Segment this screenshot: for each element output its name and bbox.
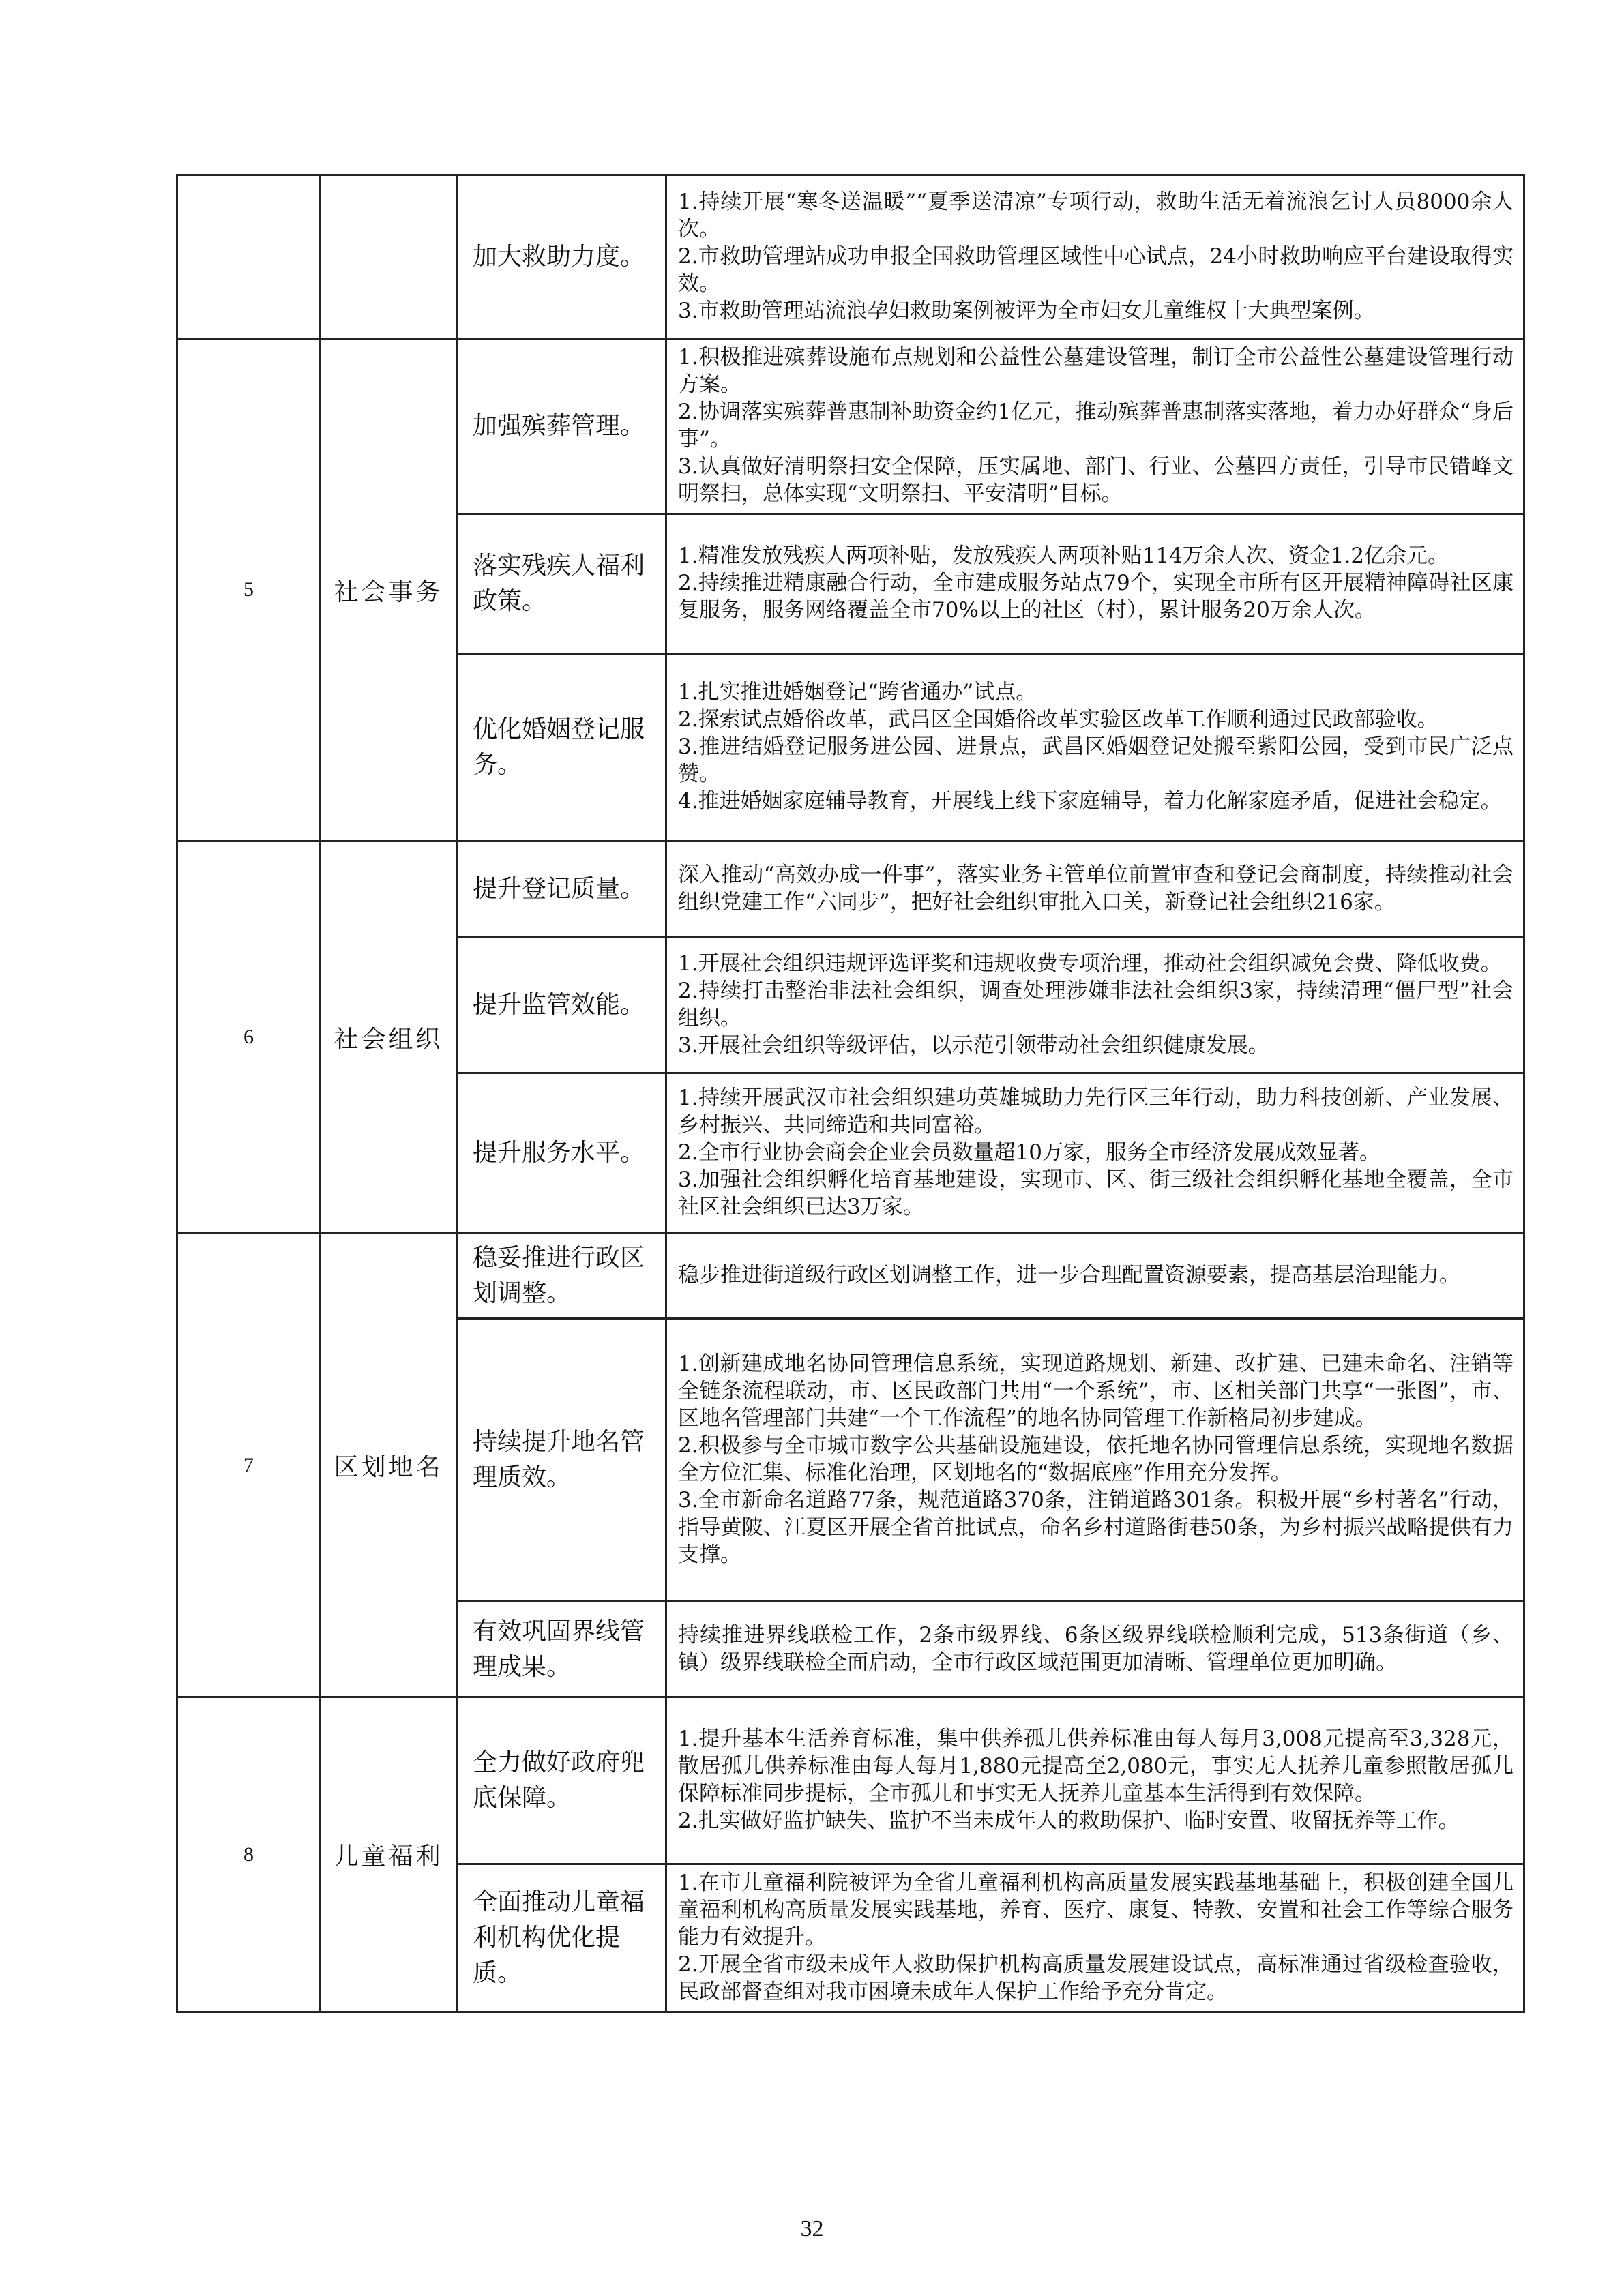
table-row <box>177 841 1524 937</box>
task-cell: 提升监管效能。 <box>457 937 666 1073</box>
measure-item: 3.全市新命名道路77条，规范道路370条，注销道路301条。积极开展“乡村著名”行动，指导黄陂、江夏区开展全省首批试点，命名乡村道路街巷50条，为乡村振兴战略提供有力支撑。 <box>678 1488 1514 1567</box>
measure-item: 2.持续推进精康融合行动，全市建成服务站点79个，实现全市所有区开展精神障碍社区康复服务，服务网络覆盖全市70%以上的社区（村），累计服务20万余人次。 <box>678 571 1514 623</box>
measure-item: 2.市救助管理站成功申报全国救助管理区域性中心试点，24小时救助响应平台建设取得实效。 <box>678 243 1514 296</box>
row-number-cell: 8 <box>177 1697 321 2012</box>
measure-item: 1.提升基本生活养育标准，集中供养孤儿供养标准由每人每月3,008元提高至3,328元，散居孤儿供养标准由每人每月1,880元提高至2,080元，事实无人抚养儿童参照散居孤儿保障标准同步提标，全市孤儿和事实无人抚养儿童基本生活得到有效保障。 <box>678 1727 1514 1806</box>
measures-cell <box>666 654 1524 841</box>
table-body <box>177 175 1524 2012</box>
task-cell: 持续提升地名管理质效。 <box>457 1319 666 1602</box>
table-row <box>177 175 1524 339</box>
measure-item: 2.开展全省市级未成年人救助保护机构高质量发展建设试点，高标准通过省级检查验收，民政部督查组对我市困境未成年人保护工作给予充分肯定。 <box>678 1952 1514 2004</box>
row-number-cell: 5 <box>177 339 321 841</box>
measures-cell <box>666 1602 1524 1697</box>
measures-cell <box>666 1697 1524 1864</box>
table-row <box>177 1697 1524 1864</box>
task-cell: 加大救助力度。 <box>457 175 666 339</box>
measure-item: 1.持续开展武汉市社会组织建功英雄城助力先行区三年行动，助力科技创新、产业发展、乡村振兴、共同缔造和共同富裕。 <box>678 1086 1514 1137</box>
measure-item: 1.开展社会组织违规评选评奖和违规收费专项治理，推动社会组织减免会费、降低收费。 <box>678 951 1502 976</box>
table-row <box>177 339 1524 514</box>
task-cell: 全面推动儿童福利机构优化提质。 <box>457 1864 666 2012</box>
measure-item: 稳步推进街道级行政区划调整工作，进一步合理配置资源要素，提高基层治理能力。 <box>678 1263 1460 1287</box>
measure-item: 2.全市行业协会商会企业会员数量超10万家，服务全市经济发展成效显著。 <box>678 1140 1381 1165</box>
measure-item: 3.推进结婚登记服务进公园、进景点，武昌区婚姻登记处搬至紫阳公园，受到市民广泛点赞。 <box>678 734 1514 786</box>
row-number-cell <box>177 175 321 339</box>
category-cell <box>321 175 457 339</box>
measure-item: 持续推进界线联检工作，2条市级界线、6条区级界线联检顺利完成，513条街道（乡、镇）级界线联检全面启动，全市行政区域范围更加清晰、管理单位更加明确。 <box>678 1622 1514 1675</box>
task-cell: 提升服务水平。 <box>457 1073 666 1234</box>
task-cell: 优化婚姻登记服务。 <box>457 654 666 841</box>
measures-cell <box>666 1073 1524 1234</box>
measures-cell <box>666 1319 1524 1602</box>
category-cell: 社会事务 <box>321 339 457 841</box>
measures-cell <box>666 841 1524 937</box>
task-cell: 提升登记质量。 <box>457 841 666 937</box>
measure-item: 1.积极推进殡葬设施布点规划和公益性公墓建设管理，制订全市公益性公墓建设管理行动方案。 <box>678 345 1514 397</box>
measure-item: 3.加强社会组织孵化培育基地建设，实现市、区、街三级社会组织孵化基地全覆盖，全市社区社会组织已达3万家。 <box>678 1167 1514 1219</box>
row-number-cell: 6 <box>177 841 321 1234</box>
task-cell: 加强殡葬管理。 <box>457 339 666 514</box>
measure-item: 3.认真做好清明祭扫安全保障，压实属地、部门、行业、公墓四方责任，引导市民错峰文明祭扫，总体实现“文明祭扫、平安清明”目标。 <box>678 454 1514 506</box>
table-row <box>177 1234 1524 1319</box>
task-cell: 稳妥推进行政区划调整。 <box>457 1234 666 1319</box>
measures-cell <box>666 937 1524 1073</box>
measures-cell <box>666 514 1524 654</box>
row-number-cell: 7 <box>177 1234 321 1697</box>
measure-item: 3.开展社会组织等级评估，以示范引领带动社会组织健康发展。 <box>678 1032 1269 1058</box>
measures-cell <box>666 1864 1524 2012</box>
task-cell: 有效巩固界线管理成果。 <box>457 1602 666 1697</box>
category-cell: 儿童福利 <box>321 1697 457 2012</box>
measure-item: 1.在市儿童福利院被评为全省儿童福利机构高质量发展实践基地基础上，积极创建全国儿童福利机构高质量发展实践基地，养育、医疗、康复、特教、安置和社会工作等综合服务能力有效提升。 <box>678 1870 1514 1950</box>
measures-cell <box>666 175 1524 339</box>
measures-cell <box>666 1234 1524 1319</box>
page-number: 32 <box>800 2216 824 2241</box>
measure-item: 1.持续开展“寒冬送温暖”“夏季送清凉”专项行动，救助生活无着流浪乞讨人员8000余人次。 <box>678 189 1514 241</box>
measures-cell <box>666 339 1524 514</box>
measure-item: 1.精准发放残疾人两项补贴，发放残疾人两项补贴114万余人次、资金1.2亿余元。 <box>678 543 1449 568</box>
measure-item: 1.扎实推进婚姻登记“跨省通办”试点。 <box>678 680 1037 704</box>
measure-item: 2.扎实做好监护缺失、监护不当未成年人的救助保护、临时安置、收留抚养等工作。 <box>678 1808 1460 1833</box>
measure-item: 3.市救助管理站流浪孕妇救助案例被评为全市妇女儿童维权十大典型案例。 <box>678 298 1375 323</box>
measure-item: 2.积极参与全市城市数字公共基础设施建设，依托地名协同管理信息系统，实现地名数据全方位汇集、标准化治理，区划地名的“数据底座”作用充分发挥。 <box>678 1433 1514 1485</box>
measure-item: 2.协调落实殡葬普惠制补助资金约1亿元，推动殡葬普惠制落实落地，着力办好群众“身后事”。 <box>678 400 1514 451</box>
measure-item: 深入推动“高效办成一件事”，落实业务主管单位前置审查和登记会商制度，持续推动社会组织党建工作“六同步”，把好社会组织审批入口关，新登记社会组织216家。 <box>678 862 1514 914</box>
category-cell: 区划地名 <box>321 1234 457 1697</box>
measure-item: 1.创新建成地名协同管理信息系统，实现道路规划、新建、改扩建、已建未命名、注销等全链条流程联动，市、区民政部门共用“一个系统”，市、区相关部门共享“一张图”，市、区地名管理部门共建“一个工作流程”的地名协同管理工作新格局初步建成。 <box>678 1352 1514 1431</box>
task-cell: 全力做好政府兜底保障。 <box>457 1697 666 1864</box>
category-cell: 社会组织 <box>321 841 457 1234</box>
task-cell: 落实残疾人福利政策。 <box>457 514 666 654</box>
measure-item: 2.探索试点婚俗改革，武昌区全国婚俗改革实验区改革工作顺利通过民政部验收。 <box>678 707 1438 732</box>
measure-item: 4.推进婚姻家庭辅导教育，开展线上线下家庭辅导，着力化解家庭矛盾，促进社会稳定。 <box>678 789 1502 814</box>
measure-item: 2.持续打击整治非法社会组织，调查处理涉嫌非法社会组织3家，持续清理“僵尸型”社会组织。 <box>678 978 1514 1030</box>
work-summary-table <box>176 174 1525 2013</box>
